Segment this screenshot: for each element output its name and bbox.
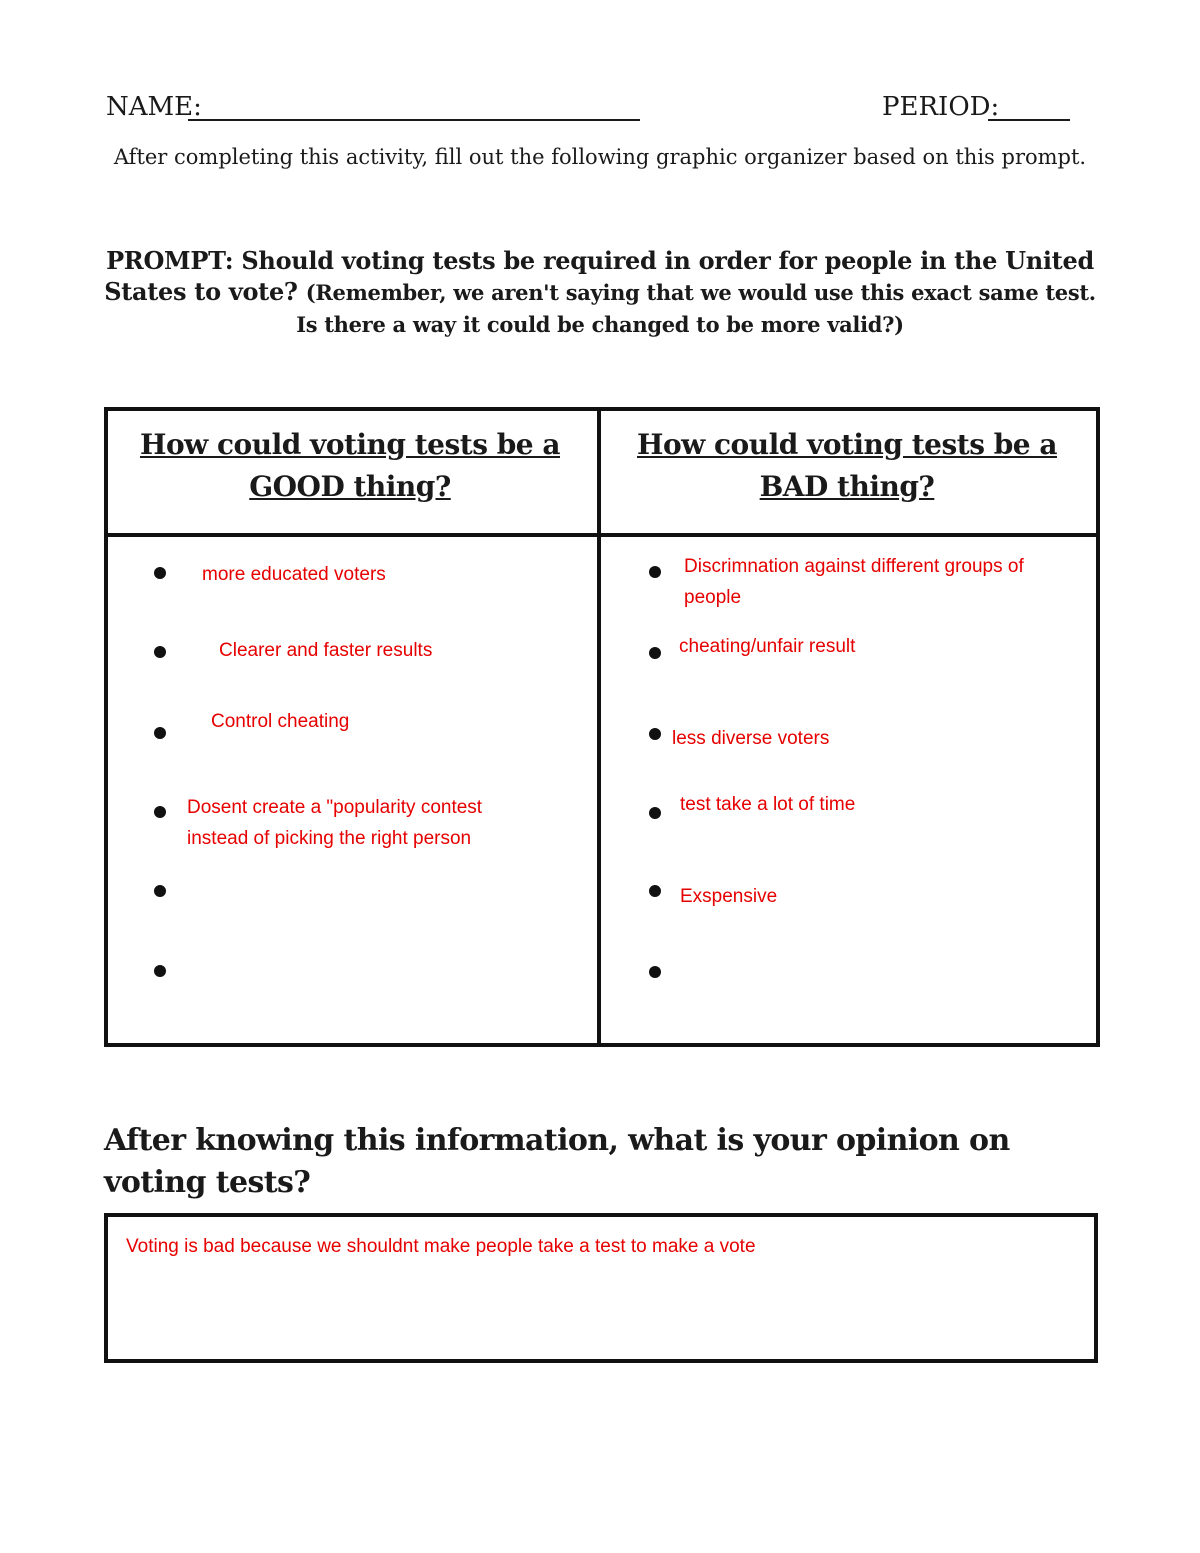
period-label: PERIOD: [882,92,1000,122]
good-item-1[interactable]: more educated voters [202,564,386,585]
good-item-4[interactable]: Dosent create a "popularity contest instead of picking the right person [187,797,483,849]
good-item-2[interactable]: Clearer and faster results [219,640,433,661]
good-column-heading: How could voting tests be a GOOD thing? [140,428,560,503]
name-label: NAME: [106,92,202,122]
bad-item-2[interactable]: cheating/unfair result [679,636,856,657]
bullet-icon [154,806,166,818]
opinion-question: After knowing this information, what is your opinion on voting tests? [104,1123,1010,1200]
bad-item-1[interactable]: Discrimnation against different groups of people [684,556,1024,608]
bullet-icon [649,885,661,897]
period-field[interactable] [988,119,1070,121]
bullet-icon [649,966,661,978]
bullet-icon [154,727,166,739]
bullet-icon [154,646,166,658]
bad-item-4[interactable]: test take a lot of time [680,794,856,815]
bullet-icon [154,567,166,579]
bullet-icon [649,728,661,740]
header-divider [104,533,1100,537]
prompt-note: (Remember, we aren't saying that we would use this exact same test. Is there a way it could be changed to be more valid?) [296,280,1096,337]
name-field[interactable] [188,119,640,121]
bad-item-5[interactable]: Exspensive [680,886,778,907]
bullet-icon [649,566,661,578]
instruction-text: After completing this activity, fill out the following graphic organizer based on this prompt. [113,145,1087,169]
bad-item-3[interactable]: less diverse voters [672,728,830,749]
prompt-question: PROMPT: Should voting tests be required in order for people in the United States to vote? [104,246,1094,306]
prompt-block [100,245,1100,340]
column-divider [597,407,601,1047]
opinion-answer[interactable]: Voting is bad because we shouldnt make people take a test to make a vote [126,1236,756,1257]
bullet-icon [649,807,661,819]
good-item-3[interactable]: Control cheating [211,711,350,732]
bad-column-heading: How could voting tests be a BAD thing? [637,428,1057,503]
bullet-icon [154,885,166,897]
bullet-icon [649,647,661,659]
bullet-icon [154,965,166,977]
